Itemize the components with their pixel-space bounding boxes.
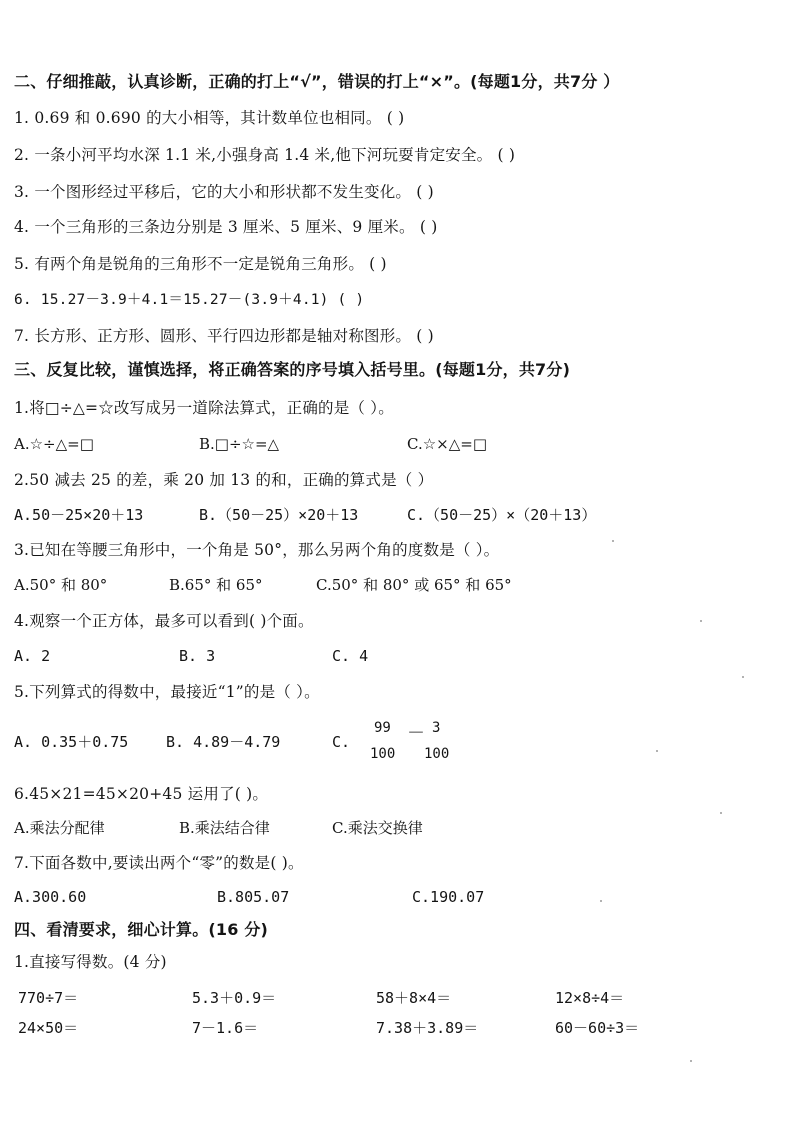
mc-options-1 bbox=[14, 432, 780, 456]
scan-speck bbox=[612, 540, 614, 542]
option-c: C.☆×△=□ bbox=[407, 435, 488, 453]
mc-options-3 bbox=[14, 573, 780, 597]
mc-question-5: 5.下列算式的得数中，最接近“1”的是（ ）。 bbox=[14, 683, 320, 701]
option-a: A.300.60 bbox=[14, 888, 87, 906]
option-a: A. 2 bbox=[14, 647, 51, 665]
calc-row-2 bbox=[14, 1016, 780, 1040]
mc-options-6 bbox=[14, 816, 780, 840]
option-b: B. 3 bbox=[179, 647, 216, 665]
scan-speck bbox=[656, 750, 658, 752]
option-c: C.（50－25）×（20＋13） bbox=[407, 506, 597, 524]
option-b: B.805.07 bbox=[217, 888, 290, 906]
tf-item-1: 1. 0.69 和 0.690 的大小相等，其计数单位也相同。 ( ) bbox=[14, 109, 405, 127]
calc-item: 770÷7＝ bbox=[18, 989, 79, 1007]
option-b: B.□÷☆=△ bbox=[199, 435, 280, 453]
scan-speck bbox=[720, 812, 722, 814]
mc-options-2 bbox=[14, 503, 780, 527]
mc-question-1: 1.将□÷△=☆改写成另一道除法算式，正确的是（ ）。 bbox=[14, 399, 394, 417]
option-c: C.50° 和 80° 或 65° 和 65° bbox=[316, 576, 512, 594]
option-a: A. 0.35＋0.75 bbox=[14, 733, 129, 751]
mc-question-6: 6.45×21=45×20+45 运用了( )。 bbox=[14, 785, 269, 803]
mc-question-7: 7.下面各数中,要读出两个“零”的数是( )。 bbox=[14, 854, 304, 872]
mc-question-2: 2.50 减去 25 的差，乘 20 加 13 的和，正确的算式是（ ） bbox=[14, 471, 434, 489]
option-b: B.乘法结合律 bbox=[179, 819, 270, 837]
option-a: A.50－25×20＋13 bbox=[14, 506, 144, 524]
section3-heading: 三、反复比较，谨慎选择，将正确答案的序号填入括号里。(每题1分，共7分) bbox=[14, 360, 571, 379]
calc-item: 7.38＋3.89＝ bbox=[376, 1019, 479, 1037]
tf-item-5: 5. 有两个角是锐角的三角形不一定是锐角三角形。 ( ) bbox=[14, 255, 387, 273]
option-c: C.190.07 bbox=[412, 888, 485, 906]
calc-row-1 bbox=[14, 986, 780, 1010]
option-c: C.乘法交换律 bbox=[332, 819, 423, 837]
mc-question-3: 3.已知在等腰三角形中，一个角是 50°，那么另两个角的度数是（ ）。 bbox=[14, 541, 500, 559]
numerator: 99 bbox=[374, 720, 391, 736]
scan-speck bbox=[700, 620, 702, 622]
mc-options-4 bbox=[14, 644, 780, 668]
scan-speck bbox=[742, 676, 744, 678]
tf-item-7: 7. 长方形、正方形、圆形、平行四边形都是轴对称图形。 ( ) bbox=[14, 327, 434, 345]
calc-item: 24×50＝ bbox=[18, 1019, 79, 1037]
tf-item-4: 4. 一个三角形的三条边分别是 3 厘米、5 厘米、9 厘米。 ( ) bbox=[14, 218, 438, 236]
calc-item: 58＋8×4＝ bbox=[376, 989, 452, 1007]
option-a: A.☆÷△=□ bbox=[14, 435, 94, 453]
denominator: 100 bbox=[370, 746, 396, 762]
calc-item: 60－60÷3＝ bbox=[555, 1019, 640, 1037]
tf-item-3: 3. 一个图形经过平移后，它的大小和形状都不发生变化。 ( ) bbox=[14, 183, 434, 201]
scan-speck bbox=[690, 1060, 692, 1062]
section2-heading: 二、仔细推敲，认真诊断，正确的打上“√”，错误的打上“×”。(每题1分，共7分 ） bbox=[14, 72, 620, 91]
option-c: C. bbox=[332, 733, 351, 751]
mc-options-7 bbox=[14, 885, 780, 909]
section4-subheading: 1.直接写得数。(4 分) bbox=[14, 953, 167, 971]
tf-item-6: 6. 15.27－3.9＋4.1＝15.27－(3.9＋4.1) ( ) bbox=[14, 292, 365, 308]
calc-item: 7－1.6＝ bbox=[192, 1019, 259, 1037]
mc-options-5 bbox=[14, 730, 780, 754]
option-b: B.65° 和 65° bbox=[169, 576, 263, 594]
scan-speck bbox=[600, 900, 602, 902]
section4-heading: 四、看清要求，细心计算。(16 分) bbox=[14, 920, 269, 939]
option-b: B.（50－25）×20＋13 bbox=[199, 506, 359, 524]
calc-item: 12×8÷4＝ bbox=[555, 989, 625, 1007]
mc-question-4: 4.观察一个正方体，最多可以看到( )个面。 bbox=[14, 612, 314, 630]
option-c: C. 4 bbox=[332, 647, 369, 665]
denominator: 100 bbox=[424, 746, 450, 762]
numerator: 3 bbox=[432, 720, 441, 736]
calc-item: 5.3＋0.9＝ bbox=[192, 989, 277, 1007]
option-b: B. 4.89－4.79 bbox=[166, 733, 281, 751]
fraction-minus: － bbox=[407, 723, 425, 744]
tf-item-2: 2. 一条小河平均水深 1.1 米,小强身高 1.4 米,他下河玩耍肯定安全。 ( ) bbox=[14, 146, 516, 164]
option-a: A.50° 和 80° bbox=[14, 576, 108, 594]
option-a: A.乘法分配律 bbox=[14, 819, 105, 837]
